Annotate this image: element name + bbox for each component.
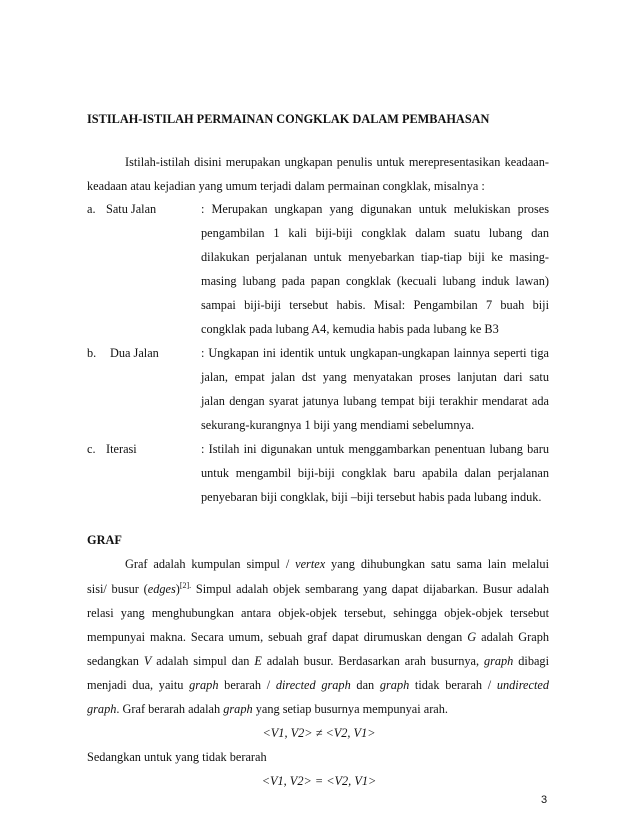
term-label-satu-jalan: Satu Jalan <box>106 202 157 216</box>
graf-line-5: sedangkan V adalah simpul dan E adalah busur. Berdasarkan arah busurnya, graph dibagi <box>87 654 549 668</box>
formula-undirected: <V1, V2> = <V2, V1> <box>261 774 377 788</box>
intro-line-2: keadaan atau kejadian yang umum terjadi dalam permainan congklak, misalnya : <box>87 179 485 193</box>
term-c-line-2: untuk mengambil biji-biji congklak baru apabila dalan perjalanan <box>201 466 549 480</box>
term-a-line-5: sampai biji-biji tersebut habis. Misal: Pengambilan 7 buah biji <box>201 298 549 312</box>
page-number: 3 <box>541 794 548 806</box>
section-heading-graf: GRAF <box>87 533 122 547</box>
term-a-line-3: dilakukan perjalanan untuk menyebarkan tiap-tiap biji ke masing- <box>201 250 549 264</box>
term-a-line-2: pengambilan 1 kali biji-biji congklak dalam suatu lubang dan <box>201 226 549 240</box>
term-c-line-3: penyebaran biji congklak, biji –biji tersebut habis pada lubang induk. <box>201 490 542 504</box>
graf-line-3: relasi yang menghubungkan antara objek-objek tersebut, sehingga objek-objek tersebut <box>87 606 549 620</box>
formula-directed: <V1, V2> ≠ <V2, V1> <box>262 726 376 740</box>
graf-line-6: menjadi dua, yaitu graph berarah / directed graph dan graph tidak berarah / undirected <box>87 678 549 692</box>
term-b-line-1: : Ungkapan ini identik untuk ungkapan-ungkapan lainnya seperti tiga <box>201 346 549 360</box>
term-label-dua-jalan: Dua Jalan <box>110 346 159 360</box>
term-marker-b: b. <box>87 346 97 360</box>
citation-superscript: [2]. <box>179 580 192 590</box>
graf-line-7: graph. Graf berarah adalah graph yang setiap busurnya mempunyai arah. <box>87 702 448 716</box>
term-label-iterasi: Iterasi <box>106 442 137 456</box>
term-marker-c: c. <box>87 442 96 456</box>
term-b-line-3: jalan dengan syarat jatunya lubang tempat biji terakhir mendarat ada <box>201 394 549 408</box>
section-heading-istilah: ISTILAH-ISTILAH PERMAINAN CONGKLAK DALAM PEMBAHASAN <box>87 112 490 126</box>
term-c-line-1: : Istilah ini digunakan untuk menggambarkan penentuan lubang baru <box>201 442 549 456</box>
term-b-line-4: sekurang-kurangnya 1 biji yang mendiami sebelumnya. <box>201 418 475 432</box>
term-a-line-4: masing lubang pada papan congklak (kecuali lubang induk lawan) <box>201 274 549 288</box>
term-b-line-2: jalan, empat jalan dst yang menyatakan proses lanjutan dari satu <box>201 370 549 384</box>
term-a-line-6: congklak pada lubang A4, kemudia habis pada lubang ke B3 <box>201 322 499 336</box>
graf-line-4: mempunyai makna. Secara umum, sebuah graf dapat dirumuskan dengan G adalah Graph <box>87 630 549 644</box>
intro-line-1: Istilah-istilah disini merupakan ungkapan penulis untuk merepresentasikan keadaan- <box>125 155 549 169</box>
undirected-intro: Sedangkan untuk yang tidak berarah <box>87 750 267 764</box>
term-marker-a: a. <box>87 202 96 216</box>
term-a-line-1: : Merupakan ungkapan yang digunakan untuk melukiskan proses <box>201 202 549 216</box>
graf-line-2: sisi/ busur (edges)$^{[2].}$ Simpul adalah objek sembarang yang dapat dijabarkan. Busur adalah <box>87 580 550 596</box>
graf-line-1: Graf adalah kumpulan simpul / vertex yang dihubungkan satu sama lain melalui <box>125 557 549 571</box>
